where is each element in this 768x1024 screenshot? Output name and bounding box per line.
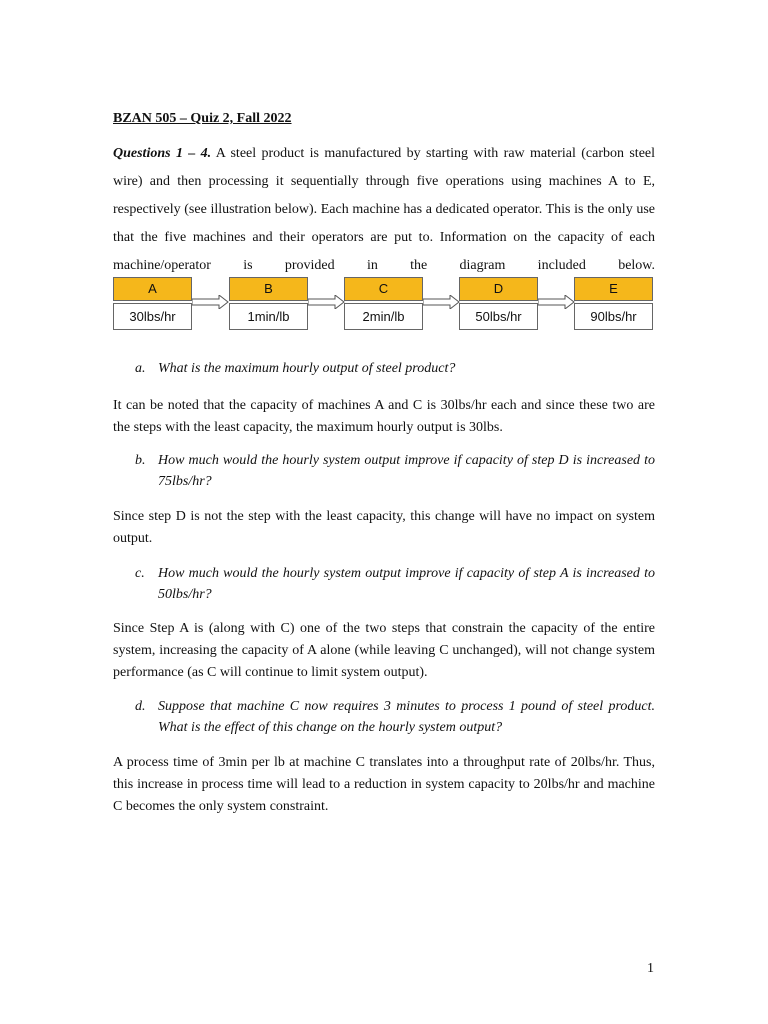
question-a-text: What is the maximum hourly output of steel product? (158, 361, 456, 376)
question-c-label: c. (135, 566, 145, 581)
question-c-text: How much would the hourly system output improve if capacity of step A is increased to 50lbs/hr? (158, 566, 655, 602)
flow-arrow-icon (308, 295, 345, 309)
machine-c-label: C (344, 277, 423, 301)
machine-e-capacity: 90lbs/hr (574, 303, 653, 330)
question-b (135, 450, 655, 492)
machine-e-label: E (574, 277, 653, 301)
question-d-label: d. (135, 699, 146, 714)
flow-arrow-icon (192, 295, 229, 309)
question-a-label: a. (135, 361, 146, 376)
answer-c: Since Step A is (along with C) one of the two steps that constrain the capacity of the entire system, increasing the capacity of A alone (while leaving C unchanged), will not change system performance (as C will continue to limit system output). (113, 621, 655, 680)
page-number: 1 (647, 961, 654, 976)
answer-b: Since step D is not the step with the least capacity, this change will have no impact on system output. (113, 509, 655, 546)
questions-label: Questions 1 – 4. (113, 146, 212, 161)
machine-d-label: D (459, 277, 538, 301)
answer-a: It can be noted that the capacity of machines A and C is 30lbs/hr each and since these two are the steps with the least capacity, the maximum hourly output is 30lbs. (113, 398, 655, 435)
intro-paragraph (113, 140, 655, 280)
question-b-label: b. (135, 453, 146, 468)
process-flow-diagram (113, 277, 655, 333)
intro-text: A steel product is manufactured by starting with raw material (carbon steel wire) and then processing it sequentially through five operations using machines A to E, respectively (see illustration below). Each machine has a dedicated operator. This is the only use that the five machines and their operators are put to. Information on the capacity of each machine/operator is provided in the diagram included below. (113, 146, 656, 273)
machine-b-capacity: 1min/lb (229, 303, 308, 330)
question-d (135, 696, 655, 738)
question-a (135, 358, 655, 379)
machine-d-capacity: 50lbs/hr (459, 303, 538, 330)
machine-c-capacity: 2min/lb (344, 303, 423, 330)
flow-arrow-icon (423, 295, 460, 309)
question-d-text: Suppose that machine C now requires 3 minutes to process 1 pound of steel product. What is the effect of this change on the hourly system output? (158, 699, 655, 735)
answer-d: A process time of 3min per lb at machine C translates into a throughput rate of 20lbs/hr. Thus, this increase in process time will lead to a reduction in system capacity to 20lbs/hr and machine C becomes the only system constraint. (113, 755, 655, 814)
document-title: BZAN 505 – Quiz 2, Fall 2022 (113, 111, 292, 126)
machine-a-capacity: 30lbs/hr (113, 303, 192, 330)
question-b-text: How much would the hourly system output improve if capacity of step D is increased to 75lbs/hr? (158, 453, 655, 489)
machine-a-label: A (113, 277, 192, 301)
machine-b-label: B (229, 277, 308, 301)
question-c (135, 563, 655, 605)
flow-arrow-icon (538, 295, 575, 309)
